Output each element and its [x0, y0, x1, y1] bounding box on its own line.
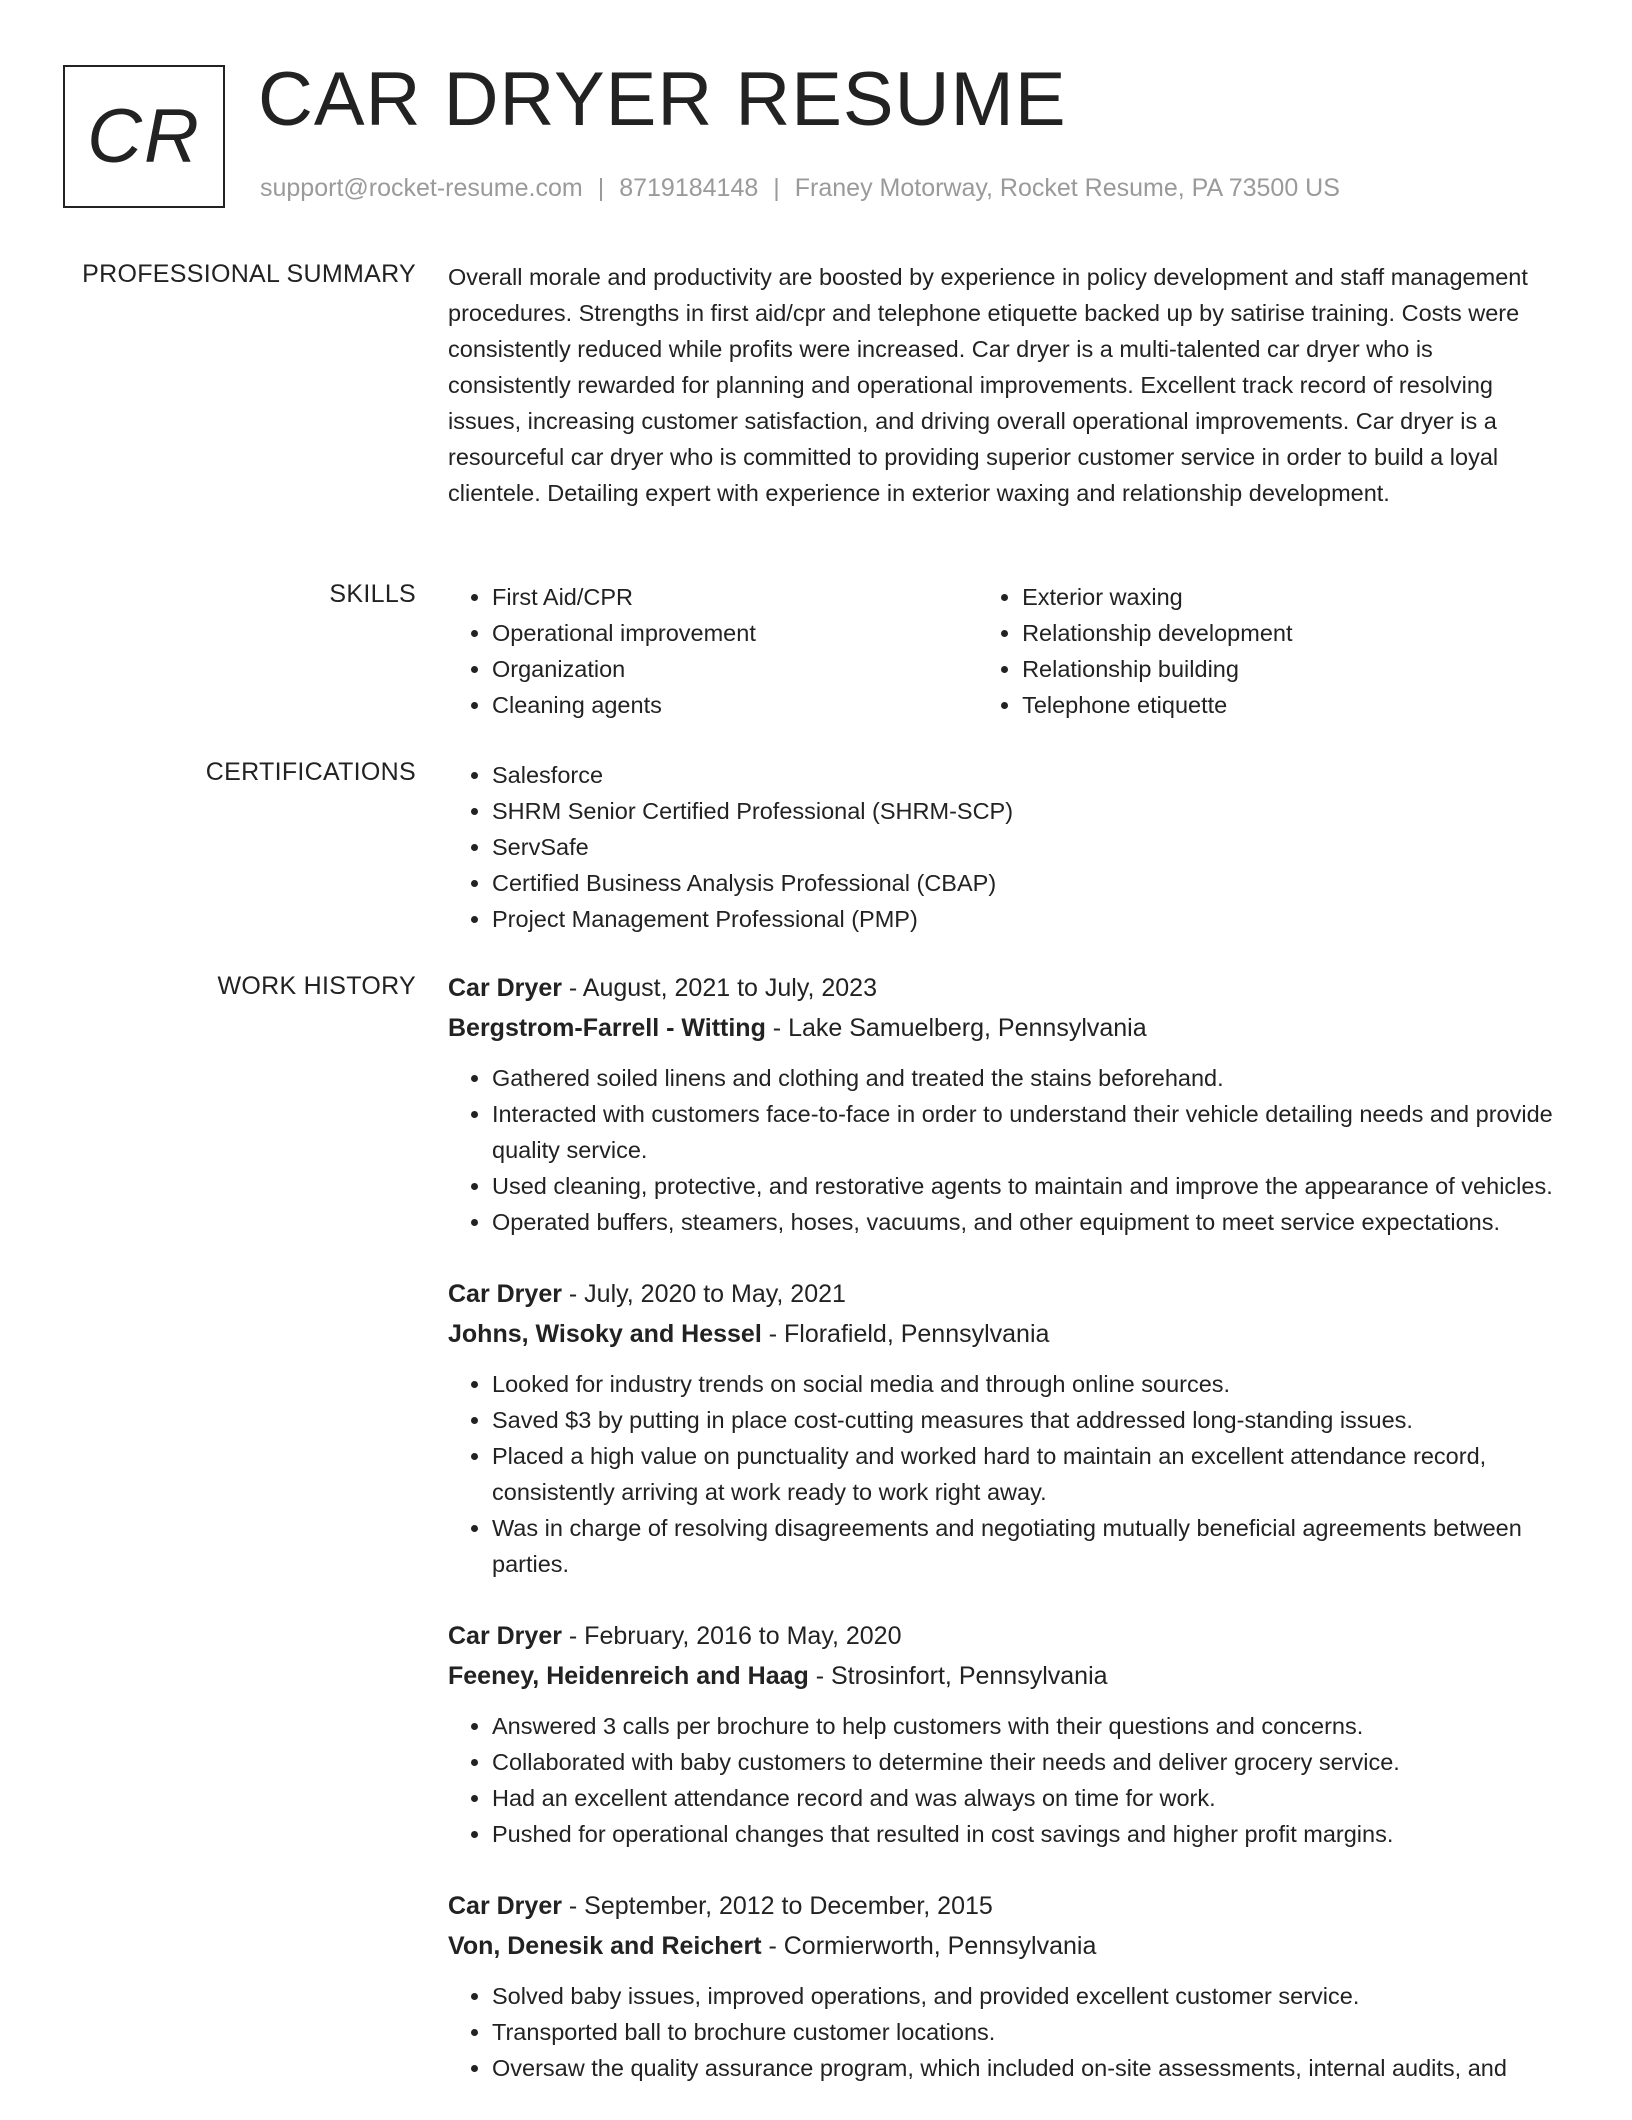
- job-title: Car Dryer: [448, 1280, 562, 1308]
- skill-item: • Organization: [492, 651, 978, 687]
- job-duties-list: [448, 1978, 1560, 2086]
- job-duty-item: • Placed a high value on punctuality and worked hard to maintain an excellent attendance record, consistently arriving at work ready to work right away.: [492, 1438, 1560, 1510]
- skills-list-left: [448, 579, 978, 723]
- job-entry: [448, 1616, 1560, 1852]
- contact-email: support@rocket-resume.com: [260, 174, 583, 202]
- job-duty-item: • Transported ball to brochure customer locations.: [492, 2014, 1560, 2050]
- certification-item: • Certified Business Analysis Professional (CBAP): [492, 865, 1560, 901]
- job-dates: February, 2016 to May, 2020: [584, 1622, 902, 1650]
- certifications-list: [448, 757, 1560, 937]
- certification-item: • Project Management Professional (PMP): [492, 901, 1560, 937]
- job-duty-item: • Oversaw the quality assurance program, which included on-site assessments, internal audits, and: [492, 2050, 1560, 2086]
- job-duty-item: • Interacted with customers face-to-face in order to understand their vehicle detailing needs and provide quality service.: [492, 1096, 1560, 1168]
- job-company-line: Bergstrom-Farrell - Witting - Lake Samuelberg, Pennsylvania: [448, 1014, 1147, 1042]
- job-entry: [448, 1274, 1560, 1582]
- certification-item: • ServSafe: [492, 829, 1560, 865]
- certification-item: • SHRM Senior Certified Professional (SHRM-SCP): [492, 793, 1560, 829]
- contact-separator: |: [773, 174, 780, 202]
- skill-item: • Relationship development: [1022, 615, 1560, 651]
- summary-heading: PROFESSIONAL SUMMARY: [82, 260, 416, 288]
- contact-address: Franey Motorway, Rocket Resume, PA 73500 US: [794, 174, 1340, 202]
- skills-section: [448, 579, 1560, 723]
- job-title-line: Car Dryer - February, 2016 to May, 2020: [448, 1622, 902, 1650]
- skill-item: • Exterior waxing: [1022, 579, 1560, 615]
- job-title-line: Car Dryer - August, 2021 to July, 2023: [448, 974, 877, 1002]
- skill-item: • First Aid/CPR: [492, 579, 978, 615]
- certification-item: • Salesforce: [492, 757, 1560, 793]
- contact-line: [260, 174, 1340, 203]
- job-company: Feeney, Heidenreich and Haag: [448, 1662, 809, 1690]
- job-location: Lake Samuelberg, Pennsylvania: [788, 1014, 1147, 1042]
- job-entry: [448, 1886, 1560, 2086]
- certifications-heading: CERTIFICATIONS: [205, 758, 416, 786]
- job-company: Von, Denesik and Reichert: [448, 1932, 762, 1960]
- job-dates: August, 2021 to July, 2023: [582, 974, 877, 1002]
- work-history-section: [448, 968, 1560, 2120]
- job-duty-item: • Was in charge of resolving disagreements and negotiating mutually beneficial agreements between parties.: [492, 1510, 1560, 1582]
- job-location: Strosinfort, Pennsylvania: [831, 1662, 1108, 1690]
- job-company: Bergstrom-Farrell - Witting: [448, 1014, 766, 1042]
- job-duties-list: [448, 1060, 1560, 1240]
- job-duty-item: • Looked for industry trends on social media and through online sources.: [492, 1366, 1560, 1402]
- job-company-line: Johns, Wisoky and Hessel - Florafield, Pennsylvania: [448, 1320, 1050, 1348]
- monogram-box: [63, 65, 225, 208]
- job-duty-item: • Answered 3 calls per brochure to help customers with their questions and concerns.: [492, 1708, 1560, 1744]
- job-title: Car Dryer: [448, 1892, 562, 1920]
- job-duty-item: • Operated buffers, steamers, hoses, vacuums, and other equipment to meet service expectations.: [492, 1204, 1560, 1240]
- job-duty-item: • Solved baby issues, improved operations, and provided excellent customer service.: [492, 1978, 1560, 2014]
- job-duties-list: [448, 1366, 1560, 1582]
- job-duties-list: [448, 1708, 1560, 1852]
- job-title-line: Car Dryer - July, 2020 to May, 2021: [448, 1280, 846, 1308]
- job-duty-item: • Collaborated with baby customers to determine their needs and deliver grocery service.: [492, 1744, 1560, 1780]
- contact-phone: 8719184148: [619, 174, 759, 202]
- job-duty-item: • Had an excellent attendance record and was always on time for work.: [492, 1780, 1560, 1816]
- job-duty-item: • Pushed for operational changes that resulted in cost savings and higher profit margins.: [492, 1816, 1560, 1852]
- job-dates: September, 2012 to December, 2015: [584, 1892, 993, 1920]
- job-dates: July, 2020 to May, 2021: [584, 1280, 846, 1308]
- skill-item: • Relationship building: [1022, 651, 1560, 687]
- job-title-line: Car Dryer - September, 2012 to December, 2015: [448, 1892, 993, 1920]
- job-company-line: Feeney, Heidenreich and Haag - Strosinfort, Pennsylvania: [448, 1662, 1108, 1690]
- certifications-section: [448, 757, 1560, 937]
- job-title: Car Dryer: [448, 1622, 562, 1650]
- skills-grid: [448, 579, 1560, 723]
- resume-title: CAR DRYER RESUME: [258, 57, 1067, 142]
- skill-item: • Operational improvement: [492, 615, 978, 651]
- job-location: Cormierworth, Pennsylvania: [783, 1932, 1097, 1960]
- skill-item: • Cleaning agents: [492, 687, 978, 723]
- job-duty-item: • Used cleaning, protective, and restorative agents to maintain and improve the appearance of vehicles.: [492, 1168, 1560, 1204]
- skills-list-right: [978, 579, 1560, 723]
- work-history-heading: WORK HISTORY: [217, 972, 416, 1000]
- summary-text: Overall morale and productivity are boosted by experience in policy development and staff management procedures. Strengths in first aid/cpr and telephone etiquette backed up by satirise training. Costs were consistently reduced while profits were increased. Car dryer is a multi-talented car dryer who is consistently rewarded for planning and operational improvements. Excellent track record of resolving issues, increasing customer satisfaction, and driving overall operational improvements. Car dryer is a resourceful car dryer who is committed to providing superior customer service in order to build a loyal clientele. Detailing expert with experience in exterior waxing and relationship development.: [448, 264, 1528, 506]
- contact-separator: |: [597, 174, 605, 202]
- job-title: Car Dryer: [448, 974, 562, 1002]
- skill-item: • Telephone etiquette: [1022, 687, 1560, 723]
- skills-heading: SKILLS: [329, 580, 416, 608]
- monogram-initials: CR: [87, 94, 201, 179]
- job-company: Johns, Wisoky and Hessel: [448, 1320, 762, 1348]
- summary-section: [448, 259, 1560, 511]
- job-duty-item: • Saved $3 by putting in place cost-cutting measures that addressed long-standing issues.: [492, 1402, 1560, 1438]
- job-entry: [448, 968, 1560, 1240]
- job-company-line: Von, Denesik and Reichert - Cormierworth, Pennsylvania: [448, 1932, 1097, 1960]
- job-location: Florafield, Pennsylvania: [784, 1320, 1050, 1348]
- job-duty-item: • Gathered soiled linens and clothing and treated the stains beforehand.: [492, 1060, 1560, 1096]
